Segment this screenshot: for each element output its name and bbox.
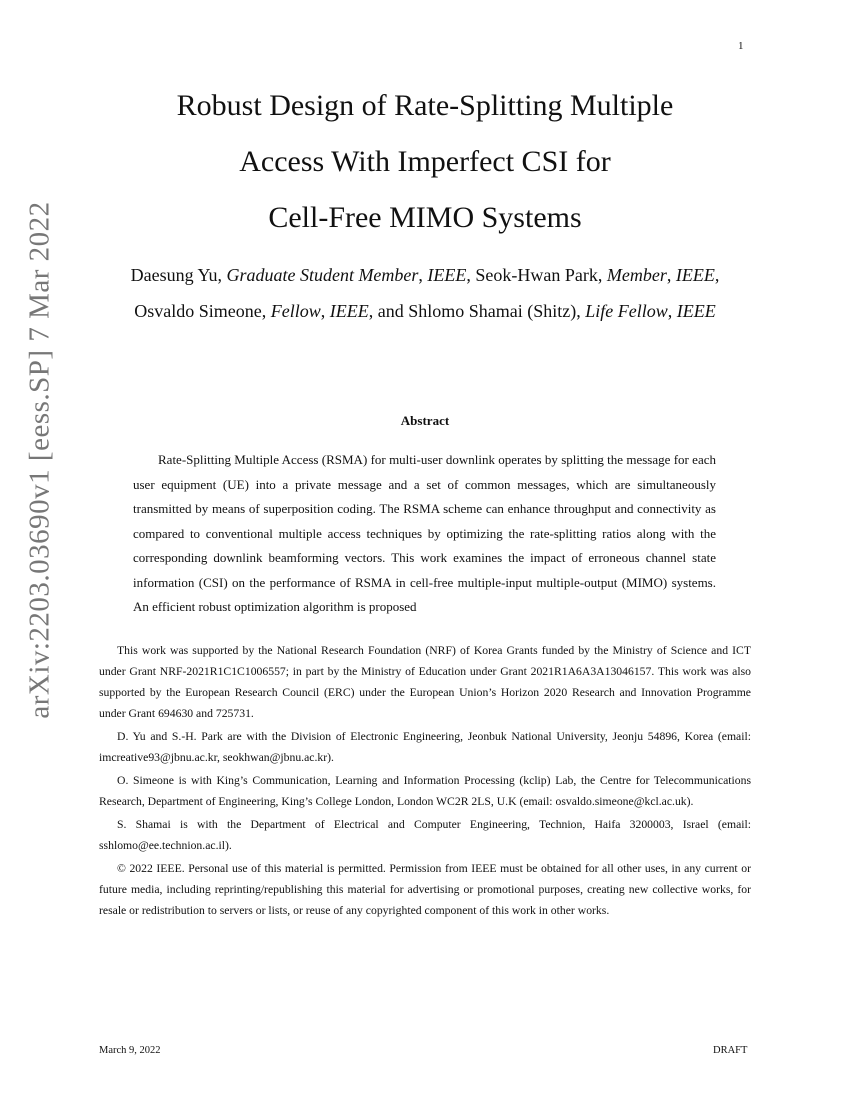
arxiv-identifier-stamp: arXiv:2203.03690v1 [eess.SP] 7 Mar 2022 [23, 201, 56, 719]
paper-title [100, 78, 750, 246]
author-line-1 [70, 257, 780, 293]
author-1-role: Graduate Student Member [226, 265, 419, 285]
footnote-affiliation-simeone: O. Simeone is with King’s Communication, Learning and Information Processing (kclip) Lab, the Centre for Telecommunications Research, Department of Engineering, King’s College London, London WC2R 2LS, U.K (email: osvaldo.simeone@kcl.ac.uk). [99, 774, 751, 808]
separator: , [666, 265, 676, 285]
author-line-2 [70, 293, 780, 329]
author-4-name: , and Shlomo Shamai (Shitz), [368, 301, 586, 321]
author-3-role: Fellow [270, 301, 321, 321]
author-3-org: IEEE [329, 301, 369, 321]
author-3-name: Osvaldo Simeone, [134, 301, 271, 321]
author-1-org: IEEE [427, 265, 467, 285]
footnote-copyright: © 2022 IEEE. Personal use of this material is permitted. Permission from IEEE must be obtained for all other uses, in any current or future media, including reprinting/republishing this material for advertising or promotional purposes, creating new collective works, for resale or redistribution to servers or lists, or reuse of any copyrighted component of this work in other works. [99, 862, 751, 917]
author-4-org: IEEE [676, 301, 716, 321]
footer-draft-label: DRAFT [713, 1045, 748, 1056]
author-1-name: Daesung Yu, [130, 265, 227, 285]
title-line-1: Robust Design of Rate-Splitting Multiple [176, 89, 674, 122]
separator: , [714, 265, 720, 285]
separator: , [667, 301, 677, 321]
footer-date: March 9, 2022 [99, 1045, 161, 1056]
page-number: 1 [738, 40, 744, 52]
title-line-3: Cell-Free MIMO Systems [268, 201, 582, 234]
author-list [70, 257, 780, 329]
abstract-text: Rate-Splitting Multiple Access (RSMA) for multi-user downlink operates by splitting the message for each user equipment (UE) into a private message and a set of common messages, which are simultaneously transmitted by means of superposition coding. The RSMA scheme can enhance throughput and connectivity as compared to conventional multiple access techniques by optimizing the rate-splitting ratios along with the corresponding downlink beamforming vectors. This work examines the impact of erroneous channel state information (CSI) on the performance of RSMA in cell-free multiple-input multiple-output (MIMO) systems. An efficient robust optimization algorithm is proposed [133, 452, 716, 614]
separator: , [320, 301, 330, 321]
footnote-affiliation-shamai: S. Shamai is with the Department of Electrical and Computer Engineering, Technion, Haifa 3200003, Israel (email: sshlomo@ee.technion.ac.il). [99, 818, 751, 852]
separator: , [418, 265, 428, 285]
author-2-org: IEEE [675, 265, 715, 285]
author-2-name: , Seok-Hwan Park, [466, 265, 607, 285]
author-4-role: Life Fellow [585, 301, 668, 321]
abstract-heading: Abstract [400, 413, 450, 428]
author-2-role: Member [606, 265, 667, 285]
footnote-funding: This work was supported by the National Research Foundation (NRF) of Korea Grants funded by the Ministry of Science and ICT under Grant NRF-2021R1C1C1006557; in part by the Ministry of Education under Grant 2021R1A6A3A13046157. This work was also supported by the European Research Council (ERC) under the European Union’s Horizon 2020 Research and Innovation Programme under Grant 694630 and 725731. [99, 644, 751, 720]
title-line-2: Access With Imperfect CSI for [239, 145, 611, 178]
footnotes [99, 640, 751, 923]
footnote-affiliation-yu-park: D. Yu and S.-H. Park are with the Division of Electronic Engineering, Jeonbuk National University, Jeonju 54896, Korea (email: imcreative93@jbnu.ac.kr, seokhwan@jbnu.ac.kr). [99, 730, 751, 764]
